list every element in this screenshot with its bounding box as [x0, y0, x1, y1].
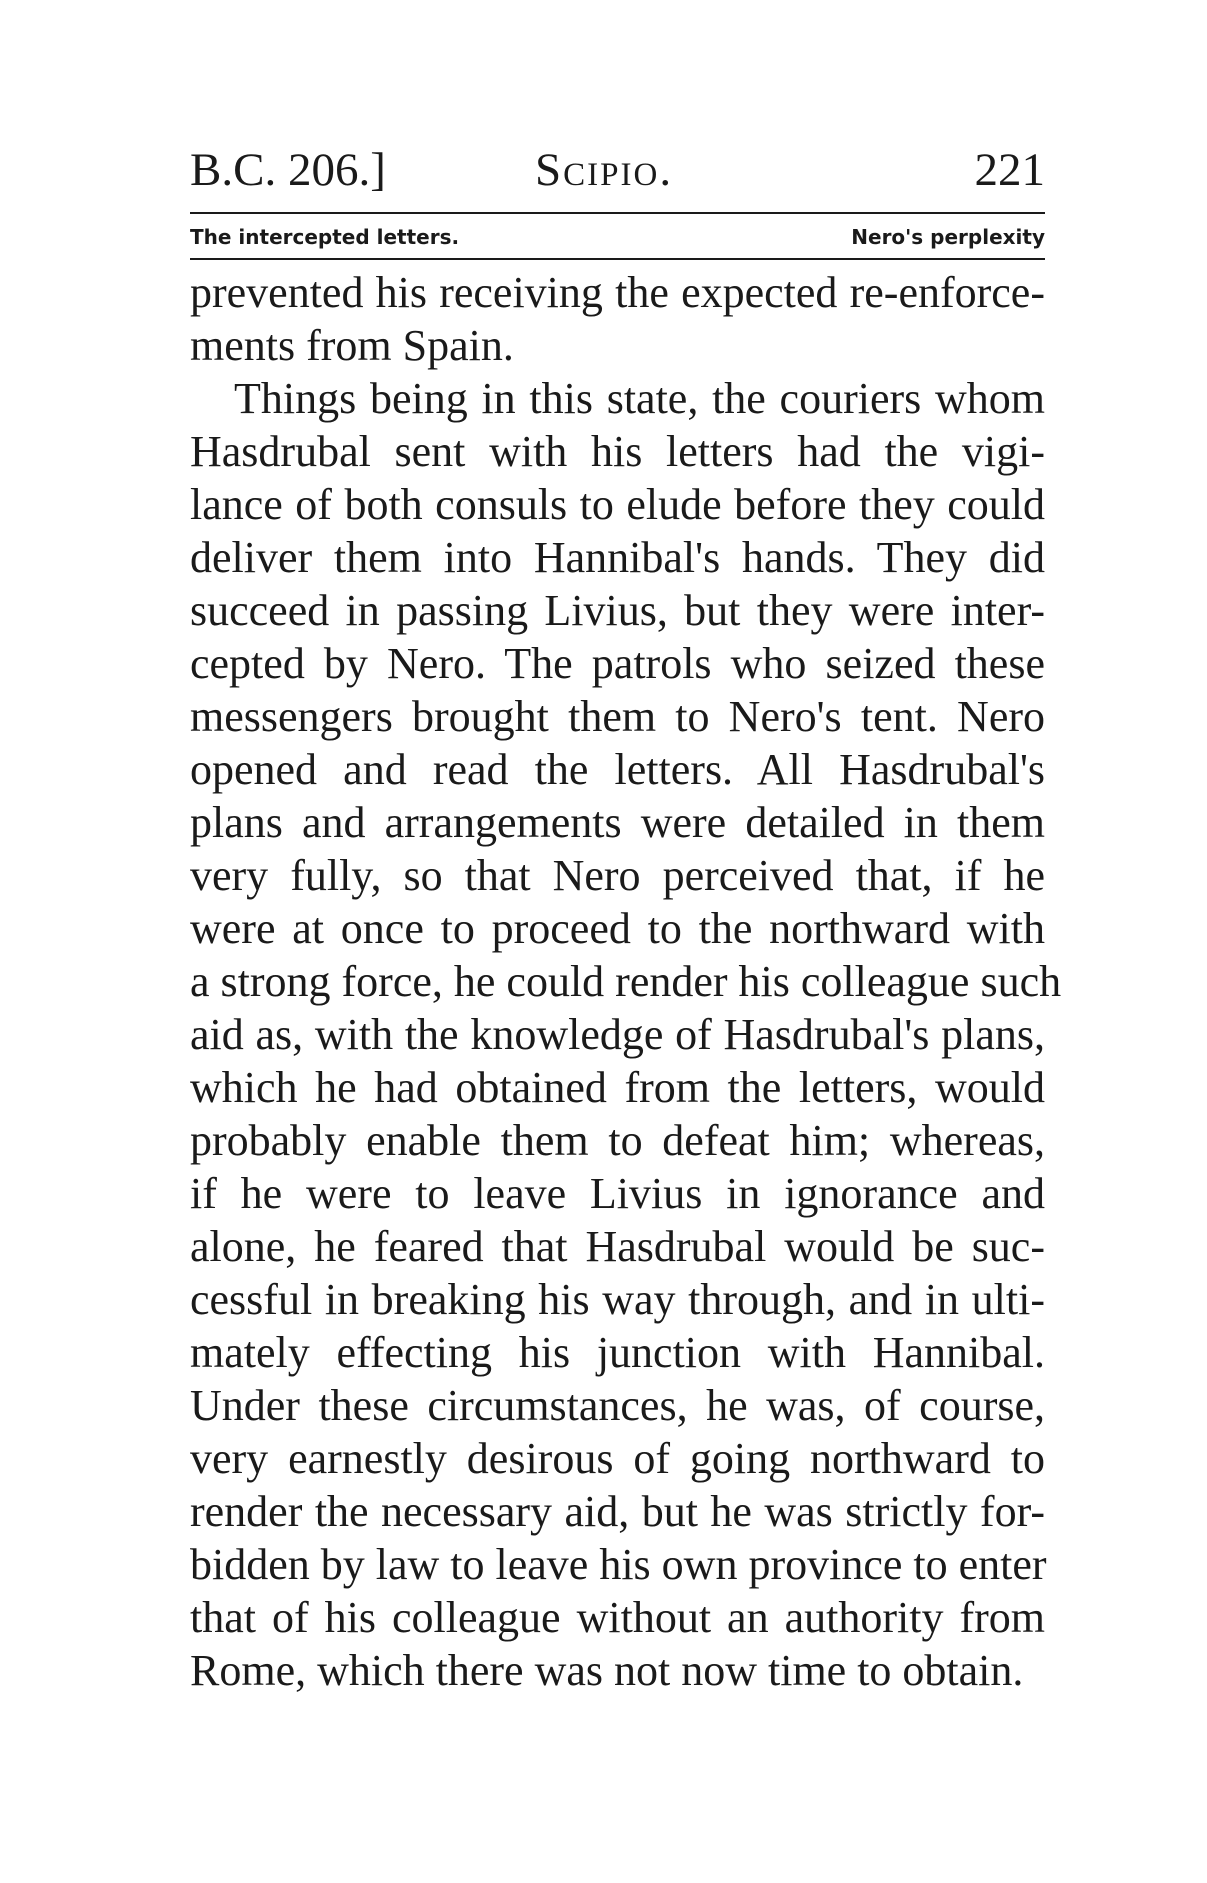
text-line: probably enable them to defeat him; whereas,: [190, 1116, 1045, 1165]
header-rule-bottom: [190, 258, 1045, 260]
body-text: [190, 266, 1062, 1697]
header-rule-top: [190, 212, 1045, 214]
text-line: very earnestly desirous of going northward to: [190, 1434, 1045, 1483]
subhead-left: The intercepted letters.: [190, 225, 460, 249]
text-line: mately effecting his junction with Hannibal.: [190, 1328, 1045, 1377]
text-line: deliver them into Hannibal's hands. They did: [190, 533, 1045, 582]
subhead-right: Nero's perplexity: [851, 225, 1045, 249]
text-line: ments from Spain.: [190, 321, 514, 370]
text-line: plans and arrangements were detailed in them: [190, 798, 1045, 847]
text-line: opened and read the letters. All Hasdrubal's: [190, 745, 1045, 794]
text-line: render the necessary aid, but he was strictly for-: [190, 1487, 1045, 1536]
text-line: alone, he feared that Hasdrubal would be suc-: [190, 1222, 1045, 1271]
text-line: a strong force, he could render his colleague such: [190, 957, 1062, 1006]
text-line: bidden by law to leave his own province to enter: [190, 1540, 1047, 1589]
text-line: Rome, which there was not now time to obtain.: [190, 1646, 1024, 1695]
text-line: were at once to proceed to the northward with: [190, 904, 1045, 953]
paragraph-1: [190, 266, 1045, 372]
text-line: succeed in passing Livius, but they were inter-: [190, 586, 1045, 635]
text-line: cepted by Nero. The patrols who seized these: [190, 639, 1045, 688]
text-line: messengers brought them to Nero's tent. Nero: [190, 692, 1045, 741]
section-subhead: [190, 222, 1045, 252]
running-head-date: B.C. 206.]: [190, 144, 386, 196]
text-line: Things being in this state, the couriers whom: [234, 374, 1045, 423]
text-line: aid as, with the knowledge of Hasdrubal's plans,: [190, 1010, 1045, 1059]
page-number: 221: [974, 144, 1045, 196]
text-line: Under these circumstances, he was, of course,: [190, 1381, 1045, 1430]
text-line: lance of both consuls to elude before they could: [190, 480, 1045, 529]
running-head-title: Scipio.: [535, 144, 674, 196]
text-line: Hasdrubal sent with his letters had the vigi-: [190, 427, 1045, 476]
text-line: which he had obtained from the letters, would: [190, 1063, 1045, 1112]
text-line: that of his colleague without an authority from: [190, 1593, 1045, 1642]
text-line: prevented his receiving the expected re-enforce-: [190, 268, 1045, 317]
text-line: if he were to leave Livius in ignorance and: [190, 1169, 1045, 1218]
paragraph-2: [190, 372, 1062, 1697]
running-head: [190, 140, 1045, 200]
text-line: cessful in breaking his way through, and in ulti-: [190, 1275, 1045, 1324]
text-line: very fully, so that Nero perceived that, if he: [190, 851, 1045, 900]
